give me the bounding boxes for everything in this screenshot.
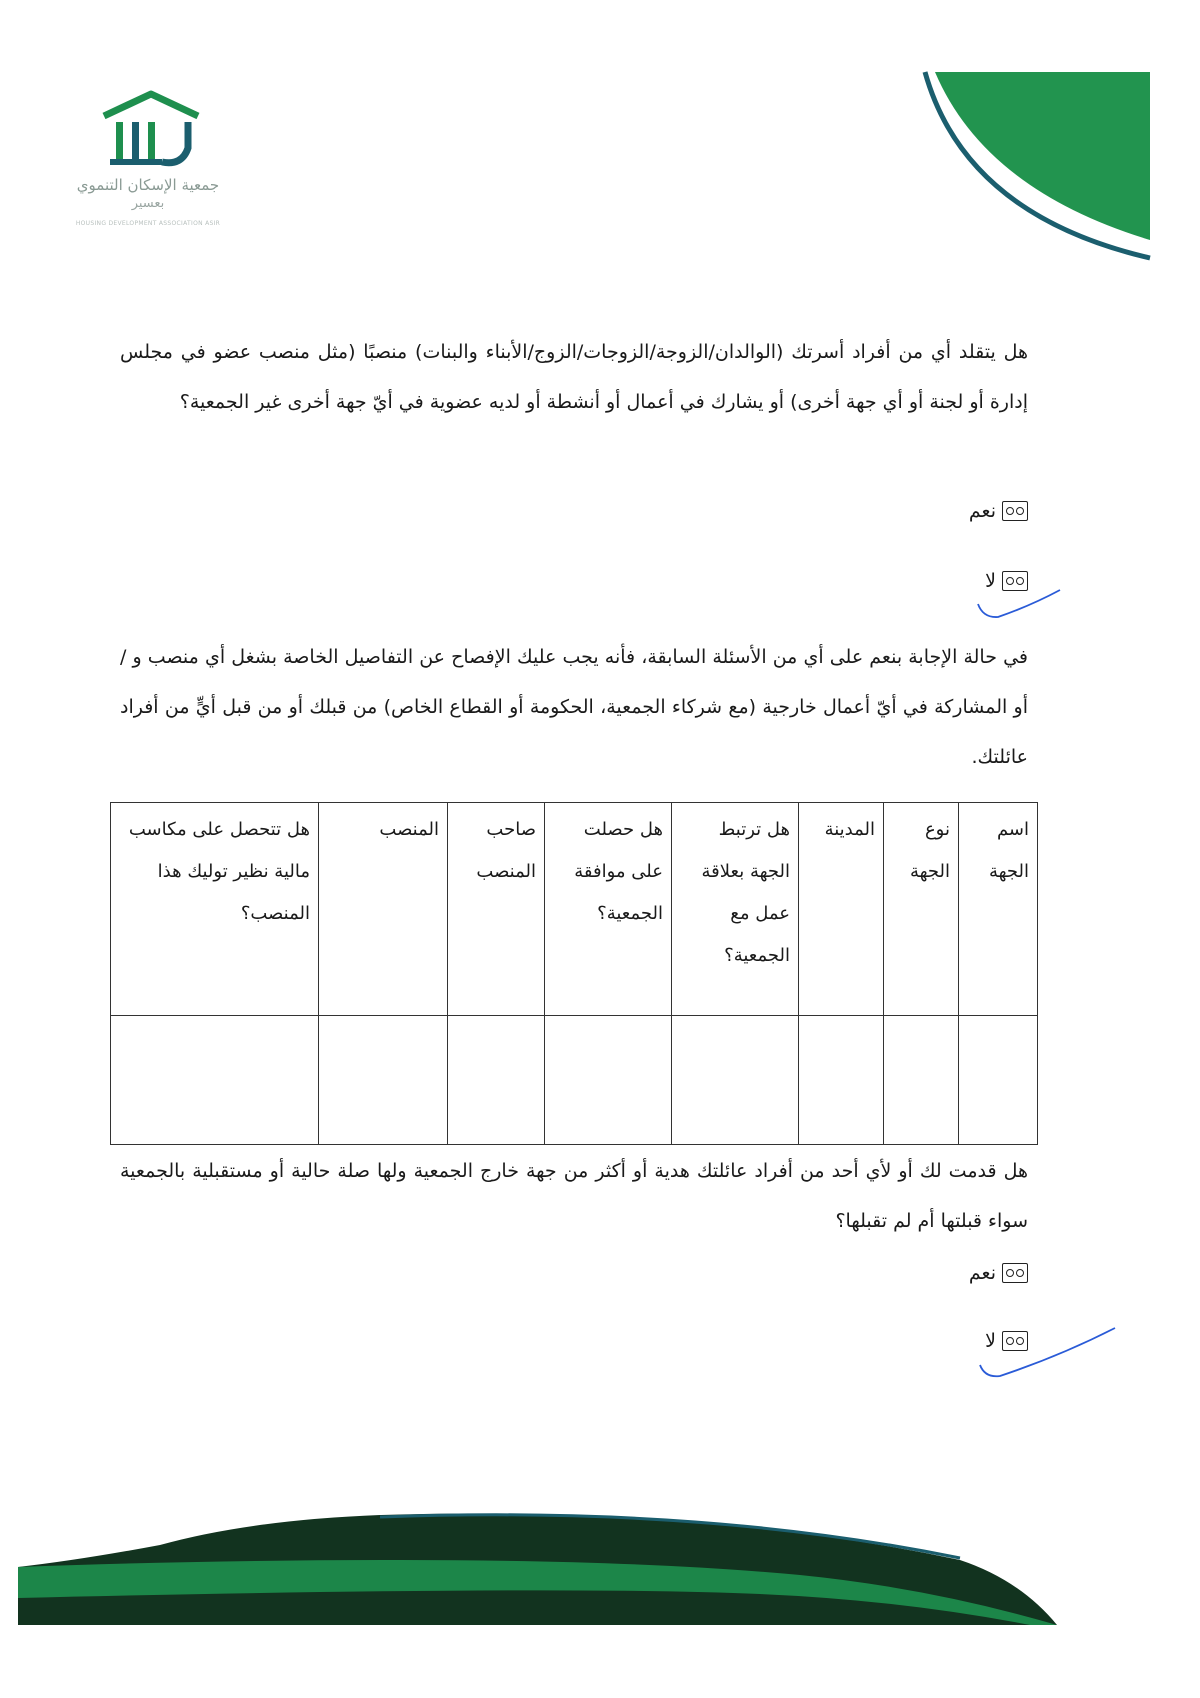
option-yes-q1[interactable] xyxy=(969,500,1028,522)
question-gifts: هل قدمت لك أو لأي أحد من أفراد عائلتك هدية أو أكثر من جهة خارج الجمعية ولها صلة حالية أو مستقبلية بالجمعية سواء قبلتها أم لم تقبلها؟ xyxy=(120,1160,1028,1232)
table-header-row xyxy=(111,803,1038,1016)
checkbox-icon[interactable] xyxy=(1002,1331,1028,1351)
cell-position[interactable] xyxy=(319,1016,448,1145)
org-name-english: HOUSING DEVELOPMENT ASSOCIATION ASIR xyxy=(75,220,221,227)
org-city: بعسير xyxy=(131,196,165,211)
checkbox-icon[interactable] xyxy=(1002,501,1028,521)
option-no-label: لا xyxy=(985,1330,996,1352)
checkbox-icon[interactable] xyxy=(1002,1263,1028,1283)
table-row xyxy=(111,1016,1038,1145)
cell-financial-gain[interactable] xyxy=(111,1016,319,1145)
header-position: المنصب xyxy=(319,803,448,1016)
cell-approval[interactable] xyxy=(545,1016,672,1145)
header-city: المدينة xyxy=(799,803,884,1016)
option-yes-q2[interactable] xyxy=(969,1262,1028,1284)
cell-entity-name[interactable] xyxy=(959,1016,1038,1145)
header-position-holder: صاحب المنصب xyxy=(448,803,545,1016)
cell-city[interactable] xyxy=(799,1016,884,1145)
cell-work-relation[interactable] xyxy=(672,1016,799,1145)
header-entity-type: نوع الجهة xyxy=(884,803,959,1016)
disclosure-table xyxy=(110,802,1038,1145)
header-work-relation: هل ترتبط الجهة بعلاقة عمل مع الجمعية؟ xyxy=(672,803,799,1016)
question-family-positions: هل يتقلد أي من أفراد أسرتك (الوالدان/الزوجة/الزوجات/الزوج/الأبناء والبنات) منصبًا (مثل منصب عضو في مجلس إدارة أو لجنة أو أي جهة أخرى) أو يشارك في أعمال أو أنشطة أو لديه عضوية في أيّ جهة أخرى غير الجمعية؟ xyxy=(120,341,1028,413)
disclosure-instructions: في حالة الإجابة بنعم على أي من الأسئلة السابقة، فأنه يجب عليك الإفصاح عن التفاصيل الخاصة بشغل أي منصب و / أو المشاركة في أيّ أعمال خارجية (مع شركاء الجمعية، الحكومة أو القطاع الخاص) من قبلك أو من قبل أيٍّ من أفراد عائلتك. xyxy=(120,646,1028,768)
option-no-q2[interactable] xyxy=(985,1330,1028,1352)
checkbox-icon[interactable] xyxy=(1002,571,1028,591)
association-logo xyxy=(58,88,238,238)
org-name: جمعية الإسكان التنموي xyxy=(76,176,220,194)
header-financial-gain: هل تتحصل على مكاسب مالية نظير توليك هذا المنصب؟ xyxy=(111,803,319,1016)
option-yes-label: نعم xyxy=(968,1262,996,1284)
option-no-label: لا xyxy=(985,570,996,592)
logo-house-icon xyxy=(96,88,206,168)
header-approval: هل حصلت على موافقة الجمعية؟ xyxy=(545,803,672,1016)
header-entity-name: اسم الجهة xyxy=(959,803,1038,1016)
cell-position-holder[interactable] xyxy=(448,1016,545,1145)
cell-entity-type[interactable] xyxy=(884,1016,959,1145)
option-yes-label: نعم xyxy=(968,500,996,522)
option-no-q1[interactable] xyxy=(985,570,1028,592)
